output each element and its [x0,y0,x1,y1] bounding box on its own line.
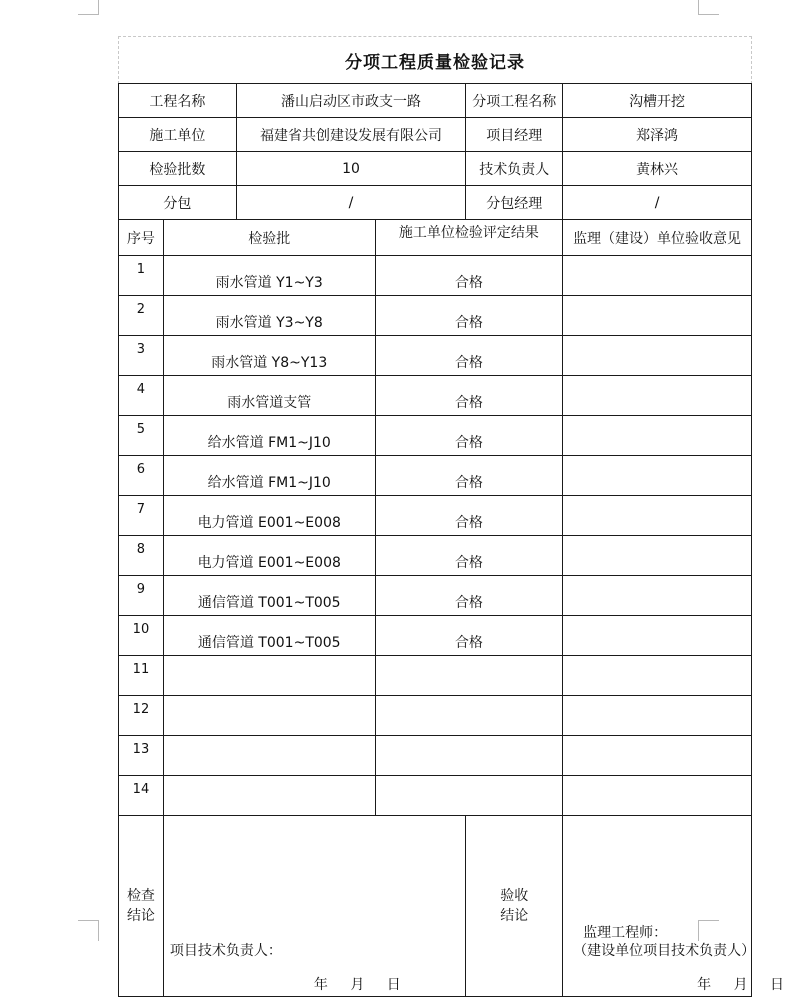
tech-signer-label: 项目技术负责人： [169,943,282,959]
conclusion-row [119,816,752,997]
row-number: 11 [119,656,164,696]
row-opinion [563,576,752,616]
row-opinion [563,616,752,656]
project-name-value: 潘山启动区市政支一路 [236,84,466,118]
row-batch: 雨水管道 Y1~Y3 [163,256,375,296]
row-number: 12 [119,696,164,736]
row-number: 7 [119,496,164,536]
tech-lead-value: 黄林兴 [563,152,752,186]
row-number: 9 [119,576,164,616]
subcontract-manager-label: 分包经理 [466,186,563,220]
row-result: 合格 [375,376,563,416]
accept-label-line1: 验收 [500,888,529,904]
table-row [119,656,752,696]
info-row-unit [119,118,752,152]
check-date: 年 月 日 [313,977,401,993]
table-row [119,376,752,416]
info-row-batch-count [119,152,752,186]
row-opinion [563,376,752,416]
row-batch: 电力管道 E001~E008 [163,536,375,576]
row-number: 10 [119,616,164,656]
row-number: 13 [119,736,164,776]
sub-project-value: 沟槽开挖 [563,84,752,118]
row-number: 6 [119,456,164,496]
accept-conclusion-label [466,816,563,997]
check-conclusion-cell [163,816,465,997]
row-result: 合格 [375,536,563,576]
row-number: 5 [119,416,164,456]
column-header-no: 序号 [119,220,164,256]
row-batch [163,736,375,776]
row-opinion [563,336,752,376]
row-result [375,656,563,696]
table-row [119,536,752,576]
crop-mark-bottom-left [78,920,99,941]
crop-mark-top-left [78,0,99,15]
row-batch: 给水管道 FM1~J10 [163,456,375,496]
row-opinion [563,456,752,496]
row-batch: 雨水管道 Y8~Y13 [163,336,375,376]
row-number: 1 [119,256,164,296]
row-opinion [563,536,752,576]
row-number: 3 [119,336,164,376]
table-row [119,736,752,776]
table-row [119,616,752,656]
row-opinion [563,776,752,816]
row-number: 2 [119,296,164,336]
row-result [375,736,563,776]
subcontract-manager-value: / [563,186,752,220]
row-batch [163,696,375,736]
row-batch [163,656,375,696]
row-result: 合格 [375,496,563,536]
table-row [119,496,752,536]
table-row [119,696,752,736]
column-header-opinion: 监理（建设）单位验收意见 [563,220,752,256]
row-batch: 雨水管道 Y3~Y8 [163,296,375,336]
document-title: 分项工程质量检验记录 [118,36,752,84]
row-batch: 通信管道 T001~T005 [163,576,375,616]
row-result: 合格 [375,256,563,296]
row-result: 合格 [375,336,563,376]
table-row [119,256,752,296]
table-row [119,336,752,376]
table-row [119,776,752,816]
info-row-project [119,84,752,118]
check-conclusion-label [119,816,164,997]
column-header-batch: 检验批 [163,220,375,256]
column-header-row [119,220,752,256]
row-opinion [563,696,752,736]
table-row [119,576,752,616]
project-name-label: 工程名称 [119,84,237,118]
accept-label-line2: 结论 [500,908,529,924]
batch-rows [119,256,752,816]
column-header-result: 施工单位检验评定结果 [375,220,563,256]
subcontract-value: / [236,186,466,220]
subcontract-label: 分包 [119,186,237,220]
supervisor-note: （建设单位项目技术负责人） [573,943,756,959]
sub-project-label: 分项工程名称 [466,84,563,118]
row-result: 合格 [375,616,563,656]
row-number: 8 [119,536,164,576]
table-row [119,296,752,336]
row-opinion [563,656,752,696]
row-result: 合格 [375,296,563,336]
row-opinion [563,296,752,336]
row-opinion [563,736,752,776]
row-opinion [563,496,752,536]
row-batch: 给水管道 FM1~J10 [163,416,375,456]
supervisor-label: 监理工程师： [583,925,668,941]
batch-count-label: 检验批数 [119,152,237,186]
batch-count-value: 10 [236,152,466,186]
row-result [375,776,563,816]
row-opinion [563,416,752,456]
tech-lead-label: 技术负责人 [466,152,563,186]
accept-date: 年 月 日 [697,977,785,993]
record-table [118,83,785,997]
crop-mark-top-right [698,0,719,15]
manager-label: 项目经理 [466,118,563,152]
unit-label: 施工单位 [119,118,237,152]
row-number: 14 [119,776,164,816]
row-number: 4 [119,376,164,416]
row-result [375,696,563,736]
check-label-line1: 检查 [126,888,155,904]
row-batch: 电力管道 E001~E008 [163,496,375,536]
row-batch [163,776,375,816]
row-result: 合格 [375,416,563,456]
manager-value: 郑泽鸿 [563,118,752,152]
info-row-subcontract [119,186,752,220]
row-result: 合格 [375,576,563,616]
inspection-record-sheet [118,36,785,993]
row-opinion [563,256,752,296]
accept-conclusion-cell [563,816,785,997]
unit-value: 福建省共创建设发展有限公司 [236,118,466,152]
check-label-line2: 结论 [126,908,155,924]
table-row [119,416,752,456]
row-result: 合格 [375,456,563,496]
row-batch: 雨水管道支管 [163,376,375,416]
table-row [119,456,752,496]
row-batch: 通信管道 T001~T005 [163,616,375,656]
